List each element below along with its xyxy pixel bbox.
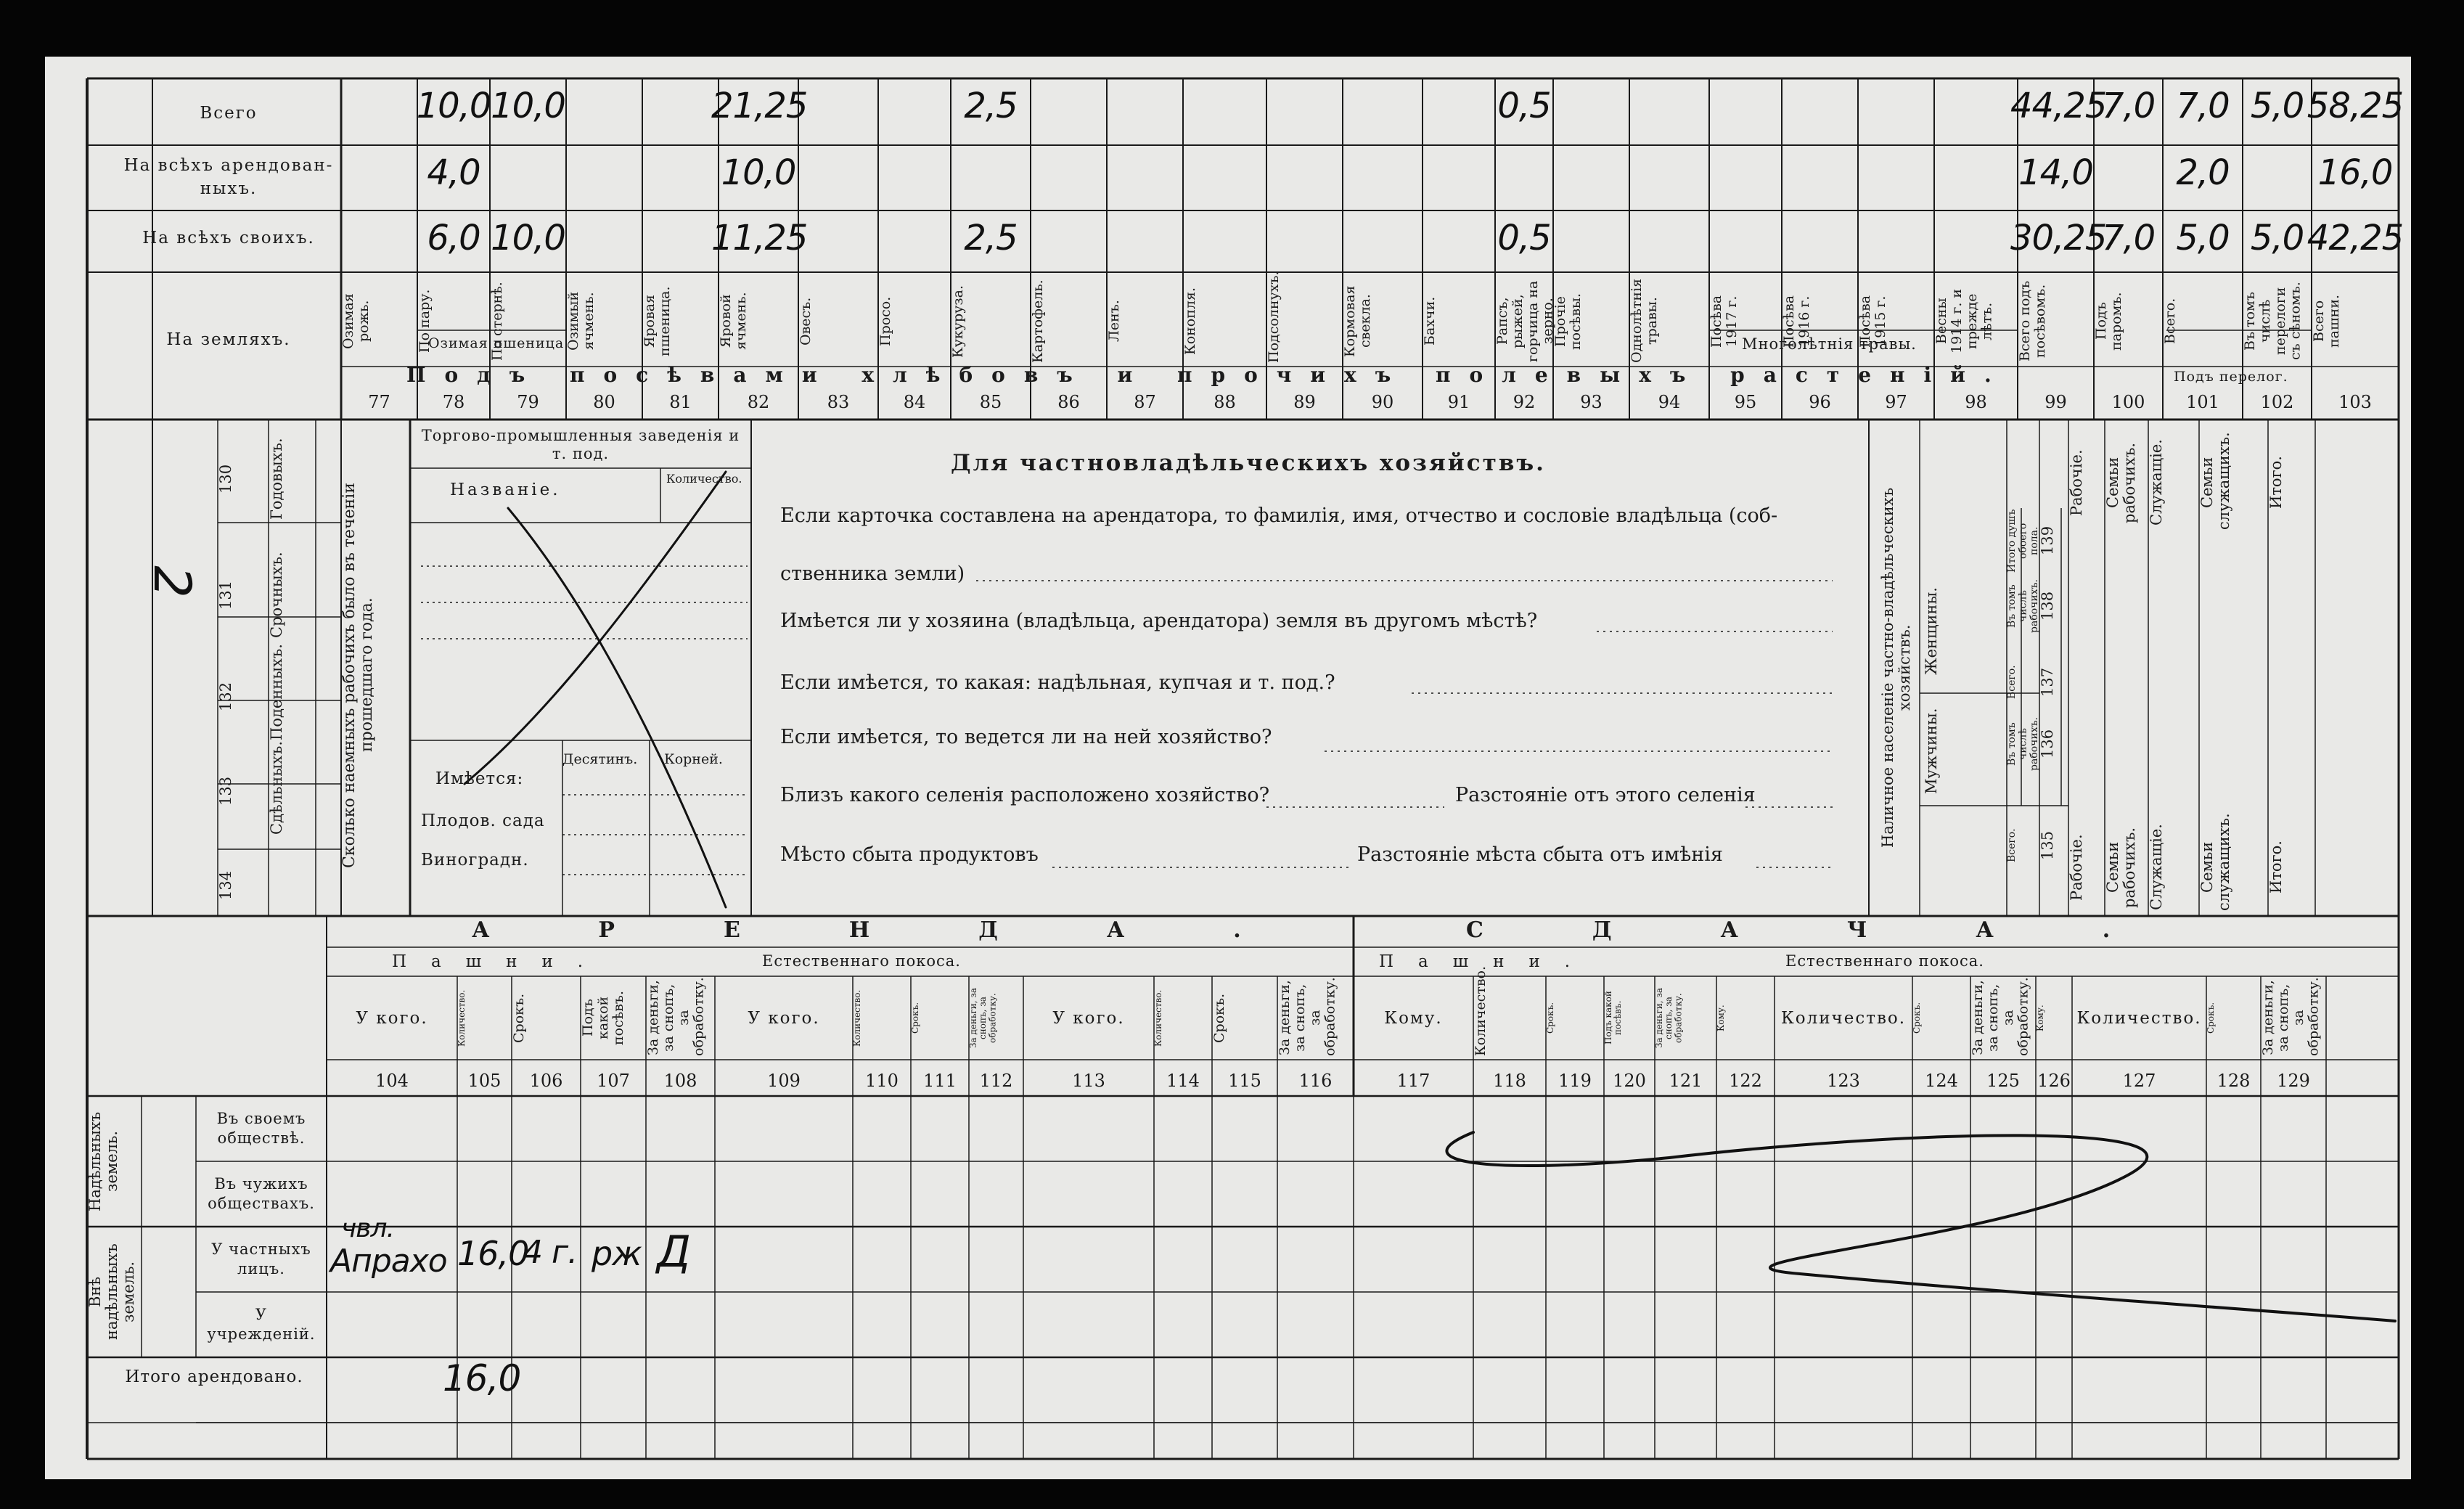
population-right-header: Семьи рабочихъ. [2104,827,2139,908]
crop-column-header: Ленъ. [1106,300,1122,343]
lease-col-number: 106 [529,1071,563,1091]
crop-row-label: На всѣхъ своихъ. [142,229,315,248]
lease-col-number: 128 [2217,1071,2251,1091]
worker-col-header [269,842,316,929]
worker-col-header: Срочныхъ. [268,552,285,639]
crop-value: 10,0 [491,218,565,258]
trade-vineyard: Виноградн. [421,851,529,870]
lease-col-number: 111 [923,1071,957,1091]
sub-perelog: Подъ перелог. [2174,369,2288,385]
trade-name-col: Названiе. [450,480,561,499]
crop-column-number: 102 [2260,392,2294,412]
crop-column-number: 103 [2338,392,2372,412]
lease-col-header: Срокъ. [1211,993,1227,1043]
crop-column-header: Овесъ. [798,297,814,345]
lease-col-header: Кому. [1384,1009,1443,1028]
worker-col-header: Сдѣльныхъ. [268,740,285,835]
private-q1a: Если карточка составлена на арендатора, то фамилiя, имя, отчество и сословiе владѣльца (соб- [780,504,1778,527]
crop-column-header: Посѣва 1915 г. [1857,295,1888,348]
private-q4: Если имѣется, то ведется ли на ней хозяйство? [780,726,1272,748]
crop-column-header: Посѣва 1917 г. [1708,295,1740,348]
crop-value: 6,0 [427,218,480,258]
trade-qty-col: Количество. [666,472,742,486]
crop-column-header: Однолѣтнiя травы. [1629,278,1660,363]
crop-value: 0,5 [1497,86,1551,126]
lease-col-header: За деньги, за снопъ, за обработку. [1277,977,1338,1056]
lease-col-header: Количество. [1473,965,1489,1056]
crop-row-label: Всего [200,104,258,123]
lease-col-number: 125 [1986,1071,2020,1091]
crop-column-number: 88 [1213,392,1236,412]
sub-mnogolet: Многолѣтнiя травы. [1742,335,1917,353]
lease-col-header: Количество. [852,989,862,1047]
hw-total: 16,0 [443,1357,521,1399]
private-q1b: ственника земли) [780,563,965,585]
crop-column-number: 79 [517,392,539,412]
crop-column-header: Бахчи. [1422,296,1438,346]
population-col-number: 135 [2039,830,2056,861]
population-col-number: 137 [2039,667,2056,698]
lease-col-number: 104 [375,1071,409,1091]
lease-col-number: 114 [1166,1071,1200,1091]
crop-column-header: Просо. [877,296,893,346]
crop-value: 4,0 [427,152,480,193]
crop-value: 14,0 [2018,152,2093,193]
private-q2: Имѣется ли у хозяина (владѣльца, арендатора) земля въ другомъ мѣстѣ? [780,610,1538,632]
population-right-header: Рабочiе. [2068,834,2085,901]
worker-col-header: Поденныхъ. [268,644,285,740]
hw-person-a: чвл. [341,1214,394,1243]
crop-column-number: 78 [442,392,465,412]
crop-value: 5,0 [2250,218,2304,258]
crop-value: 7,0 [2176,86,2230,126]
crop-value: 10,0 [721,152,796,193]
crop-value: 10,0 [416,86,491,126]
workers-caption: Сколько наемныхъ рабочихъ было въ теченiи прошедшаго года. [340,482,377,868]
hw-person-b: Апрахо [330,1243,447,1280]
population-right-header: Итого. [2267,841,2285,894]
lease-col-number: 109 [767,1071,801,1091]
men-label: Мужчины. [1923,708,1940,795]
crop-column-number: 84 [903,392,926,412]
crop-value: 5,0 [2176,218,2230,258]
crop-column-header: Рапсъ, рыжей, горчица на зерно. [1494,280,1556,362]
crop-column-header: По стернѣ. [489,282,505,361]
crop-value: 42,25 [2307,218,2404,258]
pokos-label: Естественнаго покоса. [762,952,961,970]
crop-column-header: Въ томъ числѣ перелоги съ сѣномъ. [2242,282,2304,361]
lease-col-header: Срокъ. [1545,1002,1555,1034]
lease-col-header: Количество. [1780,1009,1907,1028]
lease-col-number: 129 [2277,1071,2310,1091]
population-col-number: 138 [2039,591,2056,621]
lease-group-2: Внѣ надѣльныхъ земель. [86,1243,138,1341]
lease-col-number: 119 [1558,1071,1592,1091]
crop-column-number: 87 [1134,392,1156,412]
crop-column-number: 89 [1293,392,1316,412]
crop-column-header: Всего пашни. [2311,294,2342,348]
lease-col-number: 110 [865,1071,899,1091]
lease-col-number: 107 [597,1071,630,1091]
lease-col-number: 127 [2122,1071,2156,1091]
lease-total-label: Итого арендовано. [125,1367,303,1386]
lease-col-header: У кого. [1052,1009,1125,1028]
crop-column-header: Конопля. [1182,287,1198,356]
lease-col-number: 108 [663,1071,697,1091]
lease-col-number: 117 [1396,1071,1430,1091]
lease-group-1: Надѣльныхъ земель. [86,1111,121,1211]
crop-value: 2,0 [2176,152,2230,193]
crop-column-header: Кукуруза. [950,285,966,358]
worker-col-number: 130 [217,464,234,494]
lease-row-label: Въ своемъ обществѣ. [216,1110,306,1148]
crop-column-number: 94 [1658,392,1681,412]
private-q5b: Разстоянiе отъ этого селенiя [1455,784,1756,806]
arenda-banner: АРЕНДА. [472,917,1350,943]
crop-column-number: 85 [979,392,1002,412]
hw-term: 4 г. [523,1234,578,1271]
population-col-header: Въ томъ числѣ рабочихъ. [2006,717,2040,772]
population-col-header: Итого душъ обоего пола. [2006,509,2040,573]
hw-pay: Д [657,1227,690,1277]
population-col-number: 136 [2039,729,2056,759]
crop-column-header: Яровой ячмень. [718,292,749,351]
lease-col-number: 122 [1729,1071,1762,1091]
lease-col-number: 124 [1925,1071,1958,1091]
worker-col-number: 134 [217,870,234,901]
crop-column-number: 77 [368,392,390,412]
population-right-header: Рабочiе. [2068,449,2085,516]
lease-col-header: За деньги, за снопъ, за обработку. [1654,987,1684,1049]
population-col-header: Всего. [2006,665,2018,700]
lease-col-header: Срокъ. [910,1002,920,1034]
lease-col-header: Срокъ. [511,993,527,1043]
lease-col-header: Кому. [2035,1005,2045,1031]
handwritten-cross-stroke [508,508,726,907]
crop-column-number: 81 [669,392,692,412]
crop-column-header: По пару. [417,289,433,353]
lease-col-header: Подъ какой посѣвъ. [580,990,626,1046]
worker-col-number: 132 [217,682,234,712]
trade-has: Имѣется: [435,769,524,788]
crop-column-header: Прочiе посѣвы. [1552,293,1584,350]
lease-col-header: За деньги, за снопъ, за обработку. [1970,977,2031,1056]
lease-col-number: 120 [1613,1071,1646,1091]
crop-value: 11,25 [711,218,808,258]
handwritten-cross-stroke [464,472,726,784]
trade-title: Торгово-промышленныя заведенiя и т. под. [421,427,740,463]
lease-col-header: У кого. [356,1009,428,1028]
lease-row-label: У учрежденiй. [207,1306,316,1344]
crop-column-header: Озимый ячмень. [565,291,597,351]
crop-column-number: 97 [1885,392,1907,412]
crop-column-header: Картофель. [1030,279,1046,363]
lease-col-header: За деньги, за снопъ, за обработку. [968,987,998,1049]
crop-column-header: Кормовая свекла. [1342,285,1373,357]
crop-column-number: 95 [1734,392,1757,412]
crop-column-header: Всего подъ посѣвомъ. [2017,280,2048,362]
population-col-number: 139 [2039,526,2056,556]
lease-col-number: 123 [1827,1071,1860,1091]
worker-col-header: Годовыхъ. [268,438,285,520]
lease-col-header: Количество. [457,989,467,1047]
lease-col-number: 113 [1072,1071,1105,1091]
population-right-header: Семьи служащихъ. [2198,813,2233,911]
trade-desyatin: Десятинъ. [562,751,638,767]
crop-column-number: 90 [1371,392,1394,412]
population-right-header: Семьи рабочихъ. [2104,442,2139,523]
private-title: Для частновладѣльческихъ хозяйствъ. [951,450,1546,476]
crop-column-header: Яровая пшеница. [642,286,673,356]
crop-column-header: Всего. [2162,298,2178,345]
crop-value: 58,25 [2307,86,2404,126]
population-col-header: Всего. [2006,828,2018,863]
lease-col-header: Количество. [1153,989,1163,1047]
hw-qty: 16,0 [457,1234,529,1273]
crop-value: 5,0 [2250,86,2304,126]
population-right-header: Служащiе. [2148,439,2165,526]
crop-value: 2,5 [964,218,1018,258]
private-q6b: Разстоянiе мѣста сбыта отъ имѣнiя [1357,843,1723,866]
worker-mark: 2 [142,565,202,597]
crop-value: 7,0 [2101,218,2156,258]
crop-column-header: Весны 1914 г. и прежде лѣтъ. [1933,288,1995,354]
lease-col-number: 105 [467,1071,502,1091]
lease-col-number: 112 [979,1071,1013,1091]
crop-column-number: 93 [1580,392,1603,412]
pashni-label: Пашни. [1379,952,1595,971]
crop-value: 0,5 [1497,218,1551,258]
lease-row-label: Въ чужихъ обществахъ. [208,1175,315,1213]
crop-column-header: Подъ паромъ. [2093,292,2124,351]
trade-orchard: Плодов. сада [421,811,545,830]
crop-value: 21,25 [711,86,808,126]
crop-column-number: 98 [1965,392,1987,412]
crop-column-number: 100 [2111,392,2145,412]
population-right-header: Семьи служащихъ. [2198,432,2233,530]
crop-column-number: 86 [1057,392,1080,412]
lease-col-header: У кого. [748,1009,820,1028]
crop-column-number: 96 [1809,392,1831,412]
worker-col-number: 131 [217,580,234,610]
sdacha-banner: СДАЧА. [1466,917,2219,943]
crop-banner: Подъ посѣвами хлѣбовъ и прочихъ полевыхъ растенiй. [406,363,2010,387]
crop-column-header: Подсолнухъ. [1266,271,1282,363]
crop-value: 2,5 [964,86,1018,126]
crop-value: 44,25 [2010,86,2107,126]
pashni-label: Пашни. [392,952,608,971]
crop-value: 16,0 [2317,152,2393,193]
crop-value: 7,0 [2101,86,2156,126]
crop-column-number: 92 [1513,392,1536,412]
lease-col-header: За деньги, за снопъ, за обработку. [2260,977,2322,1056]
crop-column-number: 80 [593,392,615,412]
crop-column-number: 91 [1447,392,1470,412]
lease-col-header: Срокъ. [2206,1002,2216,1034]
lease-col-header: Срокъ. [1912,1002,1922,1034]
crop-row-label: На всѣхъ арендован- ныхъ. [123,156,334,199]
crop-column-header: Посѣва 1916 г. [1781,295,1812,348]
lease-row-label: У частныхъ лицъ. [211,1240,311,1278]
crop-column-number: 82 [747,392,770,412]
worker-col-number: 133 [217,776,234,806]
lease-col-header: За деньги, за снопъ, за обработку. [645,977,707,1056]
lease-col-number: 126 [2037,1071,2071,1091]
crop-column-header: Озимая рожь. [340,293,372,349]
crop-value: 10,0 [491,86,565,126]
lease-col-header: Количество. [2076,1009,2202,1028]
women-label: Женщины. [1923,587,1940,676]
population-col-header: Въ томъ числѣ рабочихъ. [2006,579,2040,634]
crop-column-number: 99 [2045,392,2067,412]
lease-col-number: 115 [1228,1071,1261,1091]
trade-kornei: Корней. [664,751,723,767]
lease-col-number: 116 [1298,1071,1333,1091]
population-right-header: Итого. [2267,456,2285,510]
population-right-header: Служащiе. [2148,824,2165,911]
private-q5: Близъ какого селенiя расположено хозяйство? [780,784,1270,806]
lease-col-number: 121 [1669,1071,1703,1091]
hw-type: рж [592,1234,642,1273]
crop-value: 30,25 [2010,218,2107,258]
lease-col-header: Подъ какой посѣвъ. [1603,991,1624,1045]
lease-col-number: 118 [1493,1071,1526,1091]
sub-ozimaya: Озимая пшеница. [428,335,570,351]
land-label: На земляхъ. [166,330,291,349]
private-q6: Мѣсто сбыта продуктовъ [780,843,1039,866]
lease-col-header: Кому. [1716,1005,1726,1031]
crop-column-number: 101 [2186,392,2219,412]
population-caption: Наличное населенiе частно-владѣльческихъ хозяйствъ. [1879,487,1914,848]
crop-column-number: 83 [827,392,850,412]
private-q3: Если имѣется, то какая: надѣльная, купчая и т. под.? [780,671,1335,694]
pokos-label: Естественнаго покоса. [1785,952,1984,970]
